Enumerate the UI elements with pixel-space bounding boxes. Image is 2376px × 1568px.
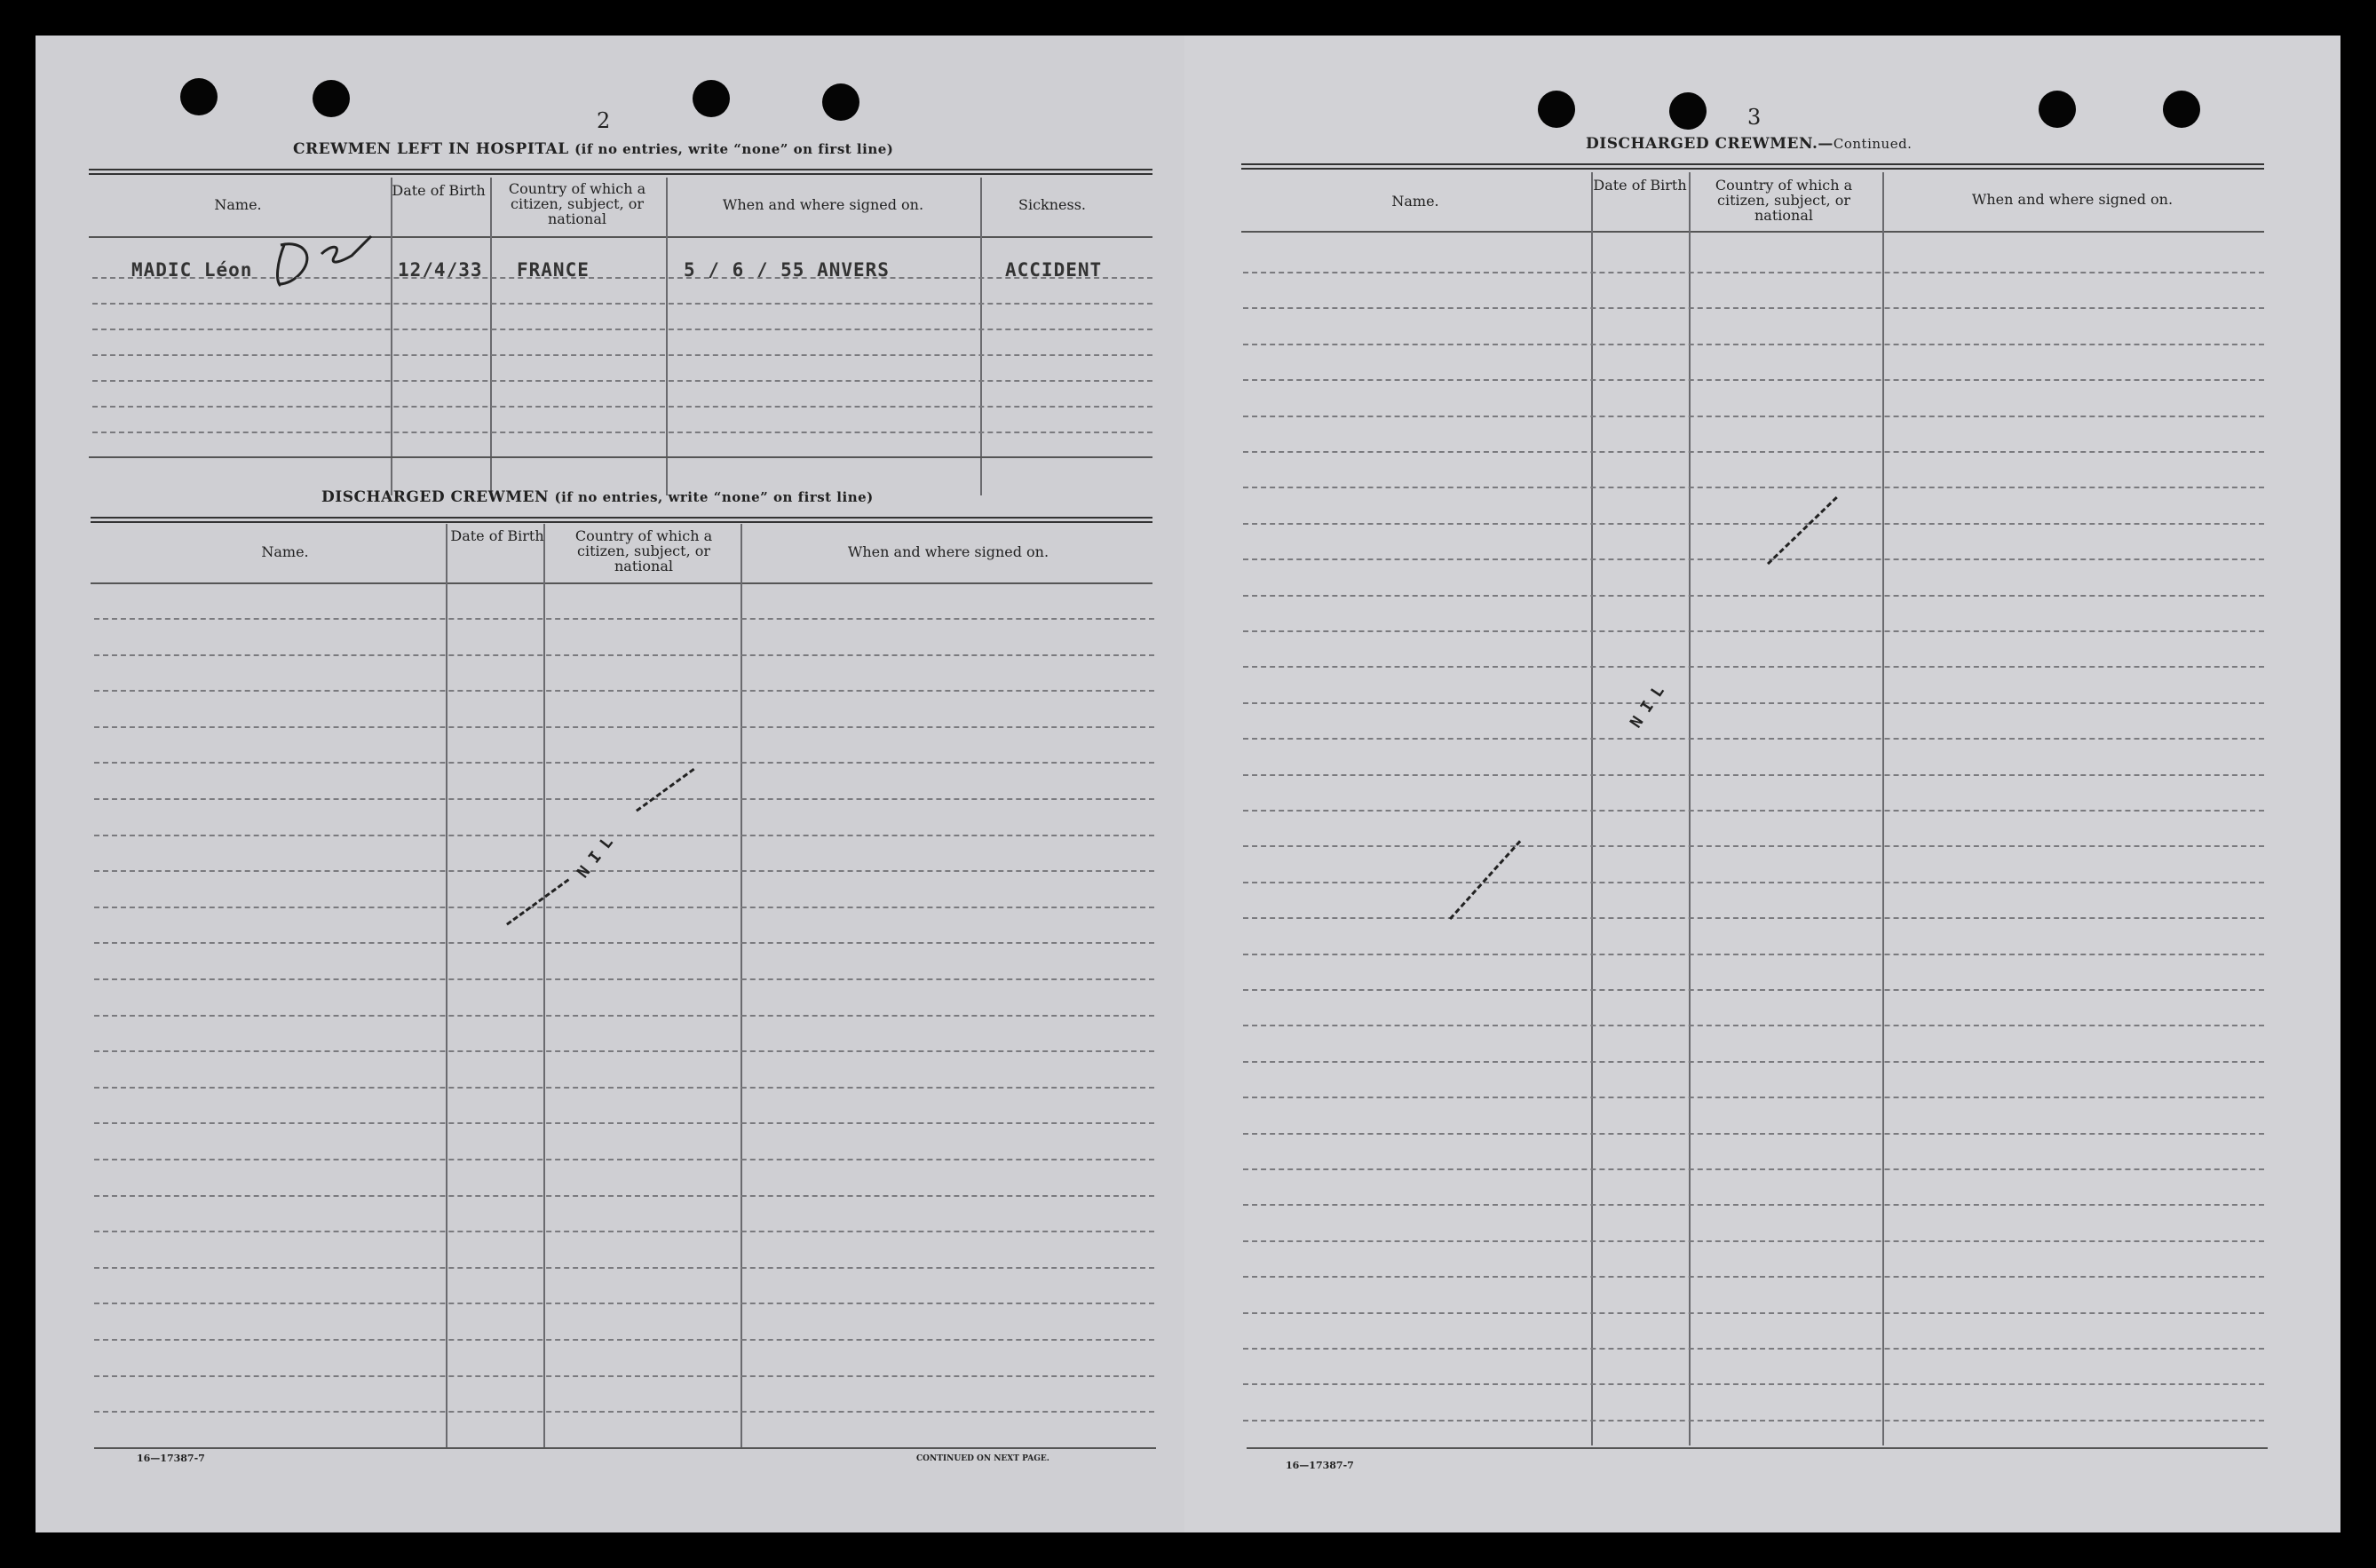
punch-hole — [822, 83, 859, 121]
ruled-line — [94, 978, 1154, 980]
ruled-line — [94, 870, 1154, 872]
col-header-signed-on: When and where signed on. — [847, 543, 1049, 560]
punch-hole — [1538, 91, 1575, 128]
ruled-line — [94, 726, 1154, 728]
ruled-line — [92, 303, 1152, 305]
col-header-country: Country of which a citizen, subject, or national — [1715, 177, 1853, 224]
col-header-dob: Date of Birth — [1593, 177, 1687, 194]
col-header-dob: Date of Birth — [392, 182, 486, 199]
ruled-line — [94, 1267, 1154, 1269]
col-header-sickness: Sickness. — [1018, 196, 1086, 213]
crewman-sickness: ACCIDENT — [1005, 259, 1103, 281]
ruled-line — [94, 690, 1154, 692]
ruled-line — [1243, 882, 2264, 883]
crewman-name: MADIC Léon — [131, 259, 253, 281]
continued-note: CONTINUED ON NEXT PAGE. — [916, 1454, 1049, 1463]
ruled-line — [1243, 344, 2264, 345]
punch-hole — [180, 78, 218, 115]
punch-hole — [313, 80, 350, 117]
col-header-name: Name. — [1391, 193, 1439, 210]
ruled-line — [94, 942, 1154, 944]
ruled-line — [1243, 1061, 2264, 1063]
punch-hole — [2039, 91, 2076, 128]
col-header-signed-on: When and where signed on. — [722, 196, 924, 213]
nil-mark: NIL — [574, 826, 623, 882]
ruled-line — [94, 835, 1154, 836]
col-header-name: Name. — [261, 543, 309, 560]
ruled-line — [1243, 558, 2264, 560]
ruled-line — [94, 762, 1154, 764]
ruled-line — [1243, 272, 2264, 273]
ruled-line — [92, 380, 1152, 382]
ruled-line — [94, 1122, 1154, 1124]
form-number: 16—17387-7 — [1286, 1460, 1354, 1471]
ruled-line — [94, 1015, 1154, 1017]
ruled-line — [1243, 1240, 2264, 1242]
punch-hole — [1669, 92, 1707, 130]
ruled-line — [1243, 954, 2264, 955]
ruled-line — [92, 329, 1152, 330]
ruled-line — [94, 1339, 1154, 1341]
ruled-line — [1243, 845, 2264, 847]
hospital-section-title: CREWMEN LEFT IN HOSPITAL (if no entries, write “none” on first line) — [293, 140, 894, 158]
col-header-country: Country of which a citizen, subject, or national — [574, 527, 713, 574]
ruled-line — [92, 406, 1152, 408]
ruled-line — [92, 432, 1152, 433]
ruled-line — [1243, 1420, 2264, 1421]
ruled-line — [94, 1087, 1154, 1089]
ruled-line — [1243, 1348, 2264, 1350]
form-page-right — [1184, 36, 2340, 1532]
ruled-line — [94, 1411, 1154, 1413]
col-header-country: Country of which a citizen, subject, or national — [508, 180, 646, 227]
ruled-line — [94, 907, 1154, 908]
ruled-line — [1243, 523, 2264, 525]
ruled-line — [1243, 487, 2264, 488]
ruled-line — [94, 654, 1154, 656]
ruled-line — [1243, 595, 2264, 597]
ruled-line — [1243, 774, 2264, 776]
ruled-line — [1243, 917, 2264, 919]
discharged-continued-title: DISCHARGED CREWMEN.—Continued. — [1586, 135, 1913, 153]
ruled-line — [1243, 1097, 2264, 1098]
ruled-line — [1243, 379, 2264, 381]
page-number: 3 — [1747, 105, 1762, 130]
col-header-signed-on: When and where signed on. — [1971, 191, 2174, 208]
ruled-line — [1243, 1276, 2264, 1278]
ruled-line — [92, 277, 1152, 279]
ruled-line — [1243, 307, 2264, 309]
crewman-country: FRANCE — [517, 259, 590, 281]
ruled-line — [1243, 630, 2264, 632]
page-number: 2 — [597, 108, 611, 133]
ruled-line — [94, 618, 1154, 620]
ruled-line — [1243, 989, 2264, 991]
ruled-line — [94, 1050, 1154, 1052]
ruled-line — [94, 1303, 1154, 1304]
ruled-line — [1243, 451, 2264, 453]
ruled-line — [1243, 666, 2264, 668]
ruled-line — [94, 1231, 1154, 1232]
ruled-line — [1243, 738, 2264, 740]
discharged-section-title: DISCHARGED CREWMEN (if no entries, write “none” on first line) — [321, 488, 874, 506]
nil-mark: NIL — [1627, 675, 1674, 732]
punch-hole — [693, 80, 730, 117]
col-header-dob: Date of Birth — [450, 527, 544, 544]
ruled-line — [1243, 1383, 2264, 1385]
ruled-line — [1243, 1025, 2264, 1026]
ruled-line — [94, 1375, 1154, 1377]
ruled-line — [1243, 1204, 2264, 1206]
crewman-dob: 12/4/33 — [398, 259, 483, 281]
ruled-line — [1243, 1133, 2264, 1135]
crewman-signed-on: 5 / 6 / 55 ANVERS — [684, 259, 890, 281]
form-page-left — [36, 36, 1188, 1532]
ruled-line — [1243, 1168, 2264, 1170]
ruled-line — [1243, 1312, 2264, 1314]
handwritten-initials — [268, 218, 375, 289]
ruled-line — [1243, 416, 2264, 417]
ruled-line — [94, 1159, 1154, 1160]
ruled-line — [1243, 702, 2264, 704]
ruled-line — [92, 354, 1152, 356]
col-header-name: Name. — [214, 196, 262, 213]
form-number: 16—17387-7 — [137, 1453, 205, 1464]
ruled-line — [94, 1195, 1154, 1197]
ruled-line — [1243, 810, 2264, 812]
ruled-line — [94, 798, 1154, 800]
punch-hole — [2163, 91, 2200, 128]
